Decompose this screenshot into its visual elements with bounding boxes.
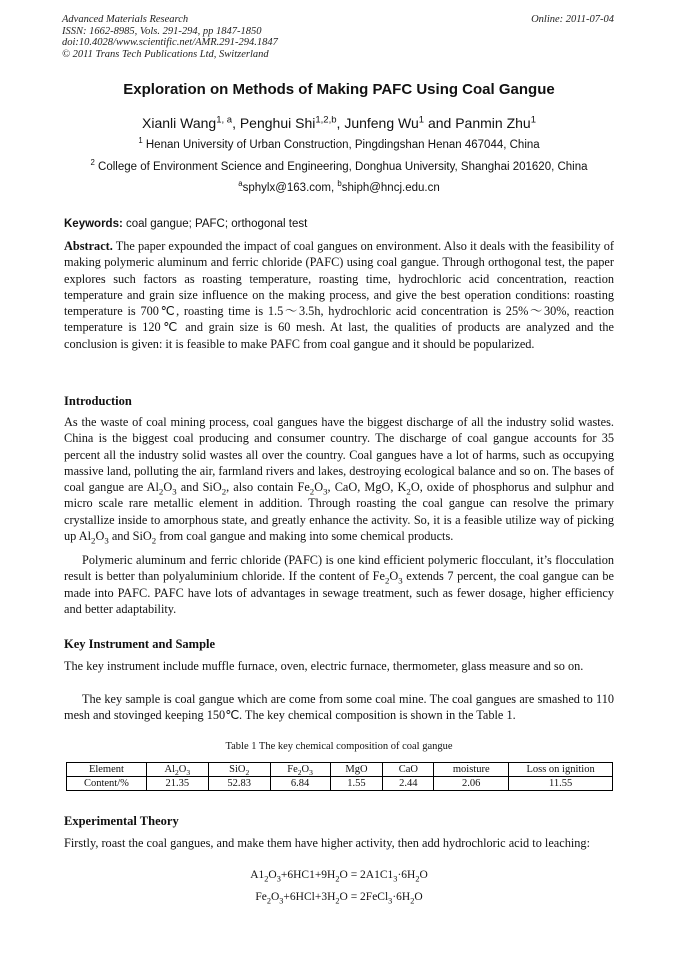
table-cell: Element (67, 763, 147, 777)
table-cell: $Al_2O_3$ (146, 763, 208, 777)
abstract-text: The paper expounded the impact of coal gangues on environment. Also it deals with the feasibility of making polymeric aluminum and ferric chloride (PAFC) using coal gangue. Through orthogonal test, the paper explores such factors as roasting temperature, roasting time, hydrochloric acid concentration, reaction temperature and grain size influence on the making process, and give the best operation conditions: roasting temperature is 700℃, roasting time is 1.5～3.5h, hydrochloric acid concentration is 25%～30%, reaction temperature is 120℃ and grain size is 60 mesh. At last, the qualities of products are analyzed and the conclusion is given: it is feasible to make PAFC from coal gangue and it should be popularized. (64, 239, 614, 351)
issn-line: ISSN: 1662-8985, Vols. 291-294, pp 1847-1850 (62, 25, 262, 37)
table-cell: SiO$_2$ (208, 763, 270, 777)
table-row (67, 763, 613, 777)
instrument-paragraph-2: The key sample is coal gangue which are come from some coal mine. The coal gangues are smashed to 110 mesh and stovinged keeping 150℃. The key chemical composition is shown in the Table 1. (64, 692, 614, 723)
table-cell: moisture (434, 763, 509, 777)
paper-title: Exploration on Methods of Making PAFC Using Coal Gangue (123, 81, 555, 98)
theory-paragraph-1: Firstly, roast the coal gangues, and make them have higher activity, then add hydrochloric acid to leaching: (64, 836, 590, 850)
table-caption: Table 1 The key chemical composition of coal gangue (225, 741, 453, 752)
table-row (67, 777, 613, 791)
table-cell: 11.55 (509, 777, 613, 791)
author-list: Xianli Wang$^{1, a}$, Penghui Shi$^{1,2,b}$, Junfeng Wu$^1$ and Panmin Zhu$^1$ (142, 114, 536, 131)
table-cell: 1.55 (330, 777, 383, 791)
author-name: Xianli Wang (142, 115, 217, 131)
table-cell: 21.35 (146, 777, 208, 791)
equation-2: $Fe_2O_3+6HCl+3H_2O$ = $2FeCl_3\cdot 6H_2O$ (255, 891, 423, 906)
online-date: Online: 2011-07-04 (531, 14, 614, 25)
equation-1: $A1_2O_3+6HC1+9H_2O = 2A1C1_3\cdot 6H_2O$ (250, 869, 428, 884)
table-cell: 6.84 (270, 777, 330, 791)
journal-header (62, 14, 278, 60)
table-cell: Content/% (67, 777, 147, 791)
keywords-label: Keywords: (64, 218, 123, 230)
composition-table (66, 762, 613, 791)
table-cell: Loss on ignition (509, 763, 613, 777)
copyright-line: © 2011 Trans Tech Publications Ltd, Switzerland (62, 48, 269, 60)
abstract (64, 238, 614, 352)
author-name: Junfeng Wu (344, 115, 419, 131)
email-line: $^a$sphylx@163.com, $^b$shiph@hncj.edu.cn (238, 179, 440, 194)
table-cell: 2.06 (434, 777, 509, 791)
table-cell: $Fe_2O_3$ (270, 763, 330, 777)
intro-paragraph-2: Polymeric aluminum and ferric chloride (PAFC) is one kind efficient polymeric flocculant, it’s flocculation result is better than polyaluminium chloride. If the content of $Fe_2O_3$ extends 7 percent, the coal gangue can be made into PAFC. PAFC have lots of advantages in sewage treatment, such as fewer dosage, higher efficiency and better adaptability. (64, 553, 614, 616)
table-cell: MgO (330, 763, 383, 777)
table-cell: 2.44 (383, 777, 434, 791)
table-cell: CaO (383, 763, 434, 777)
section-heading-theory: Experimental Theory (64, 814, 179, 828)
journal-name: Advanced Materials Research (62, 14, 189, 25)
intro-paragraph-1: As the waste of coal mining process, coal gangues have the biggest discharge of all the industry solid wastes. China is the biggest coal producing and consumer country. The discharge of coal gangue accounts for 35 percent all the industry solid wastes all over the country. Coal gangues have a lot of harms, such as occupying massive land, polluting the air, farmland rivers and lakes, destroying ecological balance and so on. The bases of coal gangue are $Al_2O_3$ and SiO$_2$, also contain $Fe_2O_3$, CaO, MgO, $K_2O$, oxide of phosphorus and sulphur and micro scale rare metallic element in addition. Through roasting the coal gangue can resolve the primary crystallize inside to amorphous state, and greatly enhance the activity. So, it is a feasible utilize way of picking up $Al_2O_3$ and SiO$_2$ from coal gangue and making into some chemical products. (64, 415, 614, 546)
keywords-text: coal gangue; PAFC; orthogonal test (122, 218, 308, 230)
author-name: Panmin Zhu (455, 115, 531, 131)
table-cell: 52.83 (208, 777, 270, 791)
author-sup: 1, a (216, 114, 233, 126)
affiliation-1: $^1$ Henan University of Urban Construction, Pingdingshan Henan 467044, China (138, 136, 540, 151)
keywords (64, 218, 307, 230)
affiliation-2: $^2$ College of Environment Science and Engineering, Donghua University, Shanghai 201620, China (90, 158, 588, 173)
instrument-paragraph-1: The key instrument include muffle furnace, oven, electric furnace, thermometer, glass measure and so on. (64, 659, 584, 673)
section-heading-instrument: Key Instrument and Sample (64, 637, 216, 651)
abstract-label: Abstract. (64, 239, 113, 253)
author-sup: 1 (530, 114, 536, 126)
author-sup: 1,2,b (315, 114, 337, 126)
author-sup: 1 (418, 114, 425, 126)
section-heading-introduction: Introduction (64, 394, 132, 408)
author-name: Penghui Shi (239, 115, 316, 131)
doi-line: doi:10.4028/www.scientific.net/AMR.291-294.1847 (62, 37, 278, 48)
